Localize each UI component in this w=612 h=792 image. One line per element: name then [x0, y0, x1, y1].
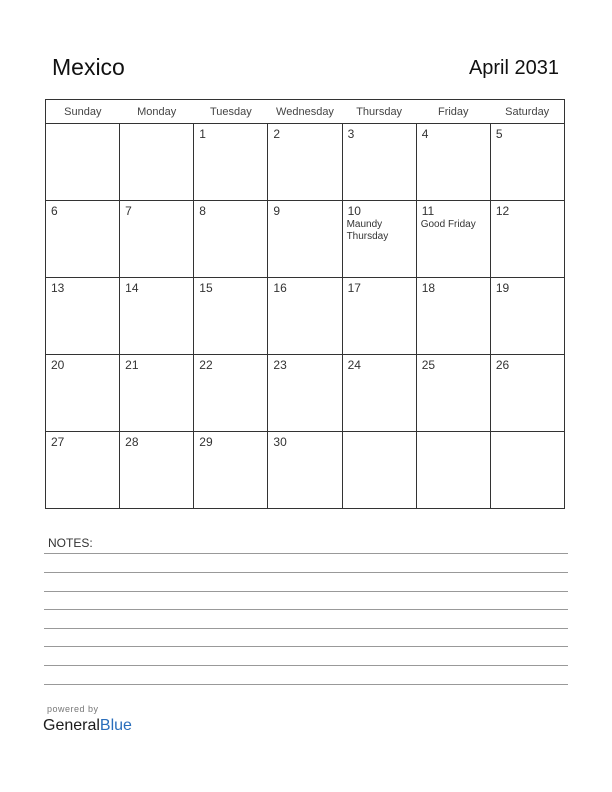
- note-line: [44, 684, 568, 685]
- note-line: [44, 665, 568, 666]
- day-cell: [120, 432, 194, 509]
- day-cell: [342, 124, 416, 201]
- day-number: 1: [199, 127, 206, 141]
- day-cell: [120, 355, 194, 432]
- day-cell: [120, 201, 194, 278]
- day-cell: [268, 278, 342, 355]
- day-number: 6: [51, 204, 58, 218]
- day-cell: [490, 278, 564, 355]
- day-number: 24: [347, 358, 361, 372]
- day-cell: [120, 278, 194, 355]
- day-cell: [416, 124, 490, 201]
- powered-by-text: powered by: [47, 704, 99, 714]
- day-cell: [194, 355, 268, 432]
- day-cell: [268, 355, 342, 432]
- day-cell: [342, 355, 416, 432]
- day-number: 3: [347, 127, 355, 141]
- day-number: 11: [421, 204, 435, 218]
- day-number: 10: [347, 204, 361, 218]
- day-number: 25: [421, 358, 436, 372]
- day-cell: [490, 124, 564, 201]
- day-cell: [194, 278, 268, 355]
- weekday-header: Tuesday: [194, 100, 268, 124]
- day-number: 9: [273, 204, 281, 218]
- day-cell: [268, 201, 342, 278]
- day-number: 18: [421, 281, 436, 295]
- note-line: [44, 553, 568, 554]
- day-cell: [342, 432, 416, 509]
- note-line: [44, 572, 568, 573]
- day-number: 4: [421, 127, 429, 141]
- weekday-header: Thursday: [342, 100, 416, 124]
- day-cell: [194, 432, 268, 509]
- day-number: 5: [495, 127, 503, 141]
- day-number: 7: [125, 204, 132, 218]
- day-cell: [416, 201, 490, 278]
- weekday-header: Wednesday: [268, 100, 342, 124]
- holiday-label: Good Friday: [420, 219, 476, 230]
- day-cell: [194, 201, 268, 278]
- day-cell: [46, 432, 120, 509]
- country-title: Mexico: [52, 54, 125, 80]
- day-cell: [416, 278, 490, 355]
- brand-blue-text: Blue: [99, 717, 132, 734]
- day-cell: [416, 355, 490, 432]
- day-number: 20: [51, 358, 65, 372]
- generalblue-logo: [43, 718, 132, 734]
- day-cell: [268, 124, 342, 201]
- week-row: [46, 355, 565, 432]
- day-number: 29: [199, 435, 213, 449]
- note-line: [44, 591, 568, 592]
- day-number: 8: [199, 204, 206, 218]
- day-cell: [416, 432, 490, 509]
- weekday-header-row: [46, 100, 565, 124]
- month-title: April 2031: [468, 57, 559, 79]
- day-cell: [46, 124, 120, 201]
- weekday-header: Monday: [120, 100, 194, 124]
- day-cell: [268, 432, 342, 509]
- day-number: 26: [495, 358, 510, 372]
- day-number: 30: [273, 435, 287, 449]
- note-line: [44, 628, 568, 629]
- weekday-header: Friday: [416, 100, 490, 124]
- day-number: 22: [199, 358, 213, 372]
- note-line: [44, 646, 568, 647]
- day-cell: [120, 124, 194, 201]
- note-line: [44, 609, 568, 610]
- weekday-header: Sunday: [46, 100, 120, 124]
- day-cell: [490, 355, 564, 432]
- holiday-label: Maundy Thursday: [346, 219, 389, 242]
- day-cell: [46, 278, 120, 355]
- day-number: 17: [347, 281, 361, 295]
- day-cell: [46, 355, 120, 432]
- day-number: 12: [495, 204, 510, 218]
- day-cell: [46, 201, 120, 278]
- brand-general-text: General: [43, 717, 100, 734]
- week-row: [46, 278, 565, 355]
- day-number: 23: [273, 358, 287, 372]
- day-number: 14: [125, 281, 139, 295]
- day-cell: [490, 432, 564, 509]
- day-cell: [342, 201, 416, 278]
- week-row: [46, 432, 565, 509]
- day-number: 21: [125, 358, 139, 372]
- day-number: 27: [51, 435, 65, 449]
- day-cell: [194, 124, 268, 201]
- day-number: 16: [273, 281, 287, 295]
- day-number: 15: [199, 281, 213, 295]
- week-row: [46, 201, 565, 278]
- day-cell: [342, 278, 416, 355]
- week-row: [46, 124, 565, 201]
- calendar-grid: [45, 99, 565, 509]
- notes-label: NOTES:: [48, 536, 93, 550]
- day-number: 19: [495, 281, 510, 295]
- day-cell: [490, 201, 564, 278]
- day-number: 13: [51, 281, 65, 295]
- day-number: 2: [273, 127, 281, 141]
- day-number: 28: [125, 435, 139, 449]
- weekday-header: Saturday: [490, 100, 564, 124]
